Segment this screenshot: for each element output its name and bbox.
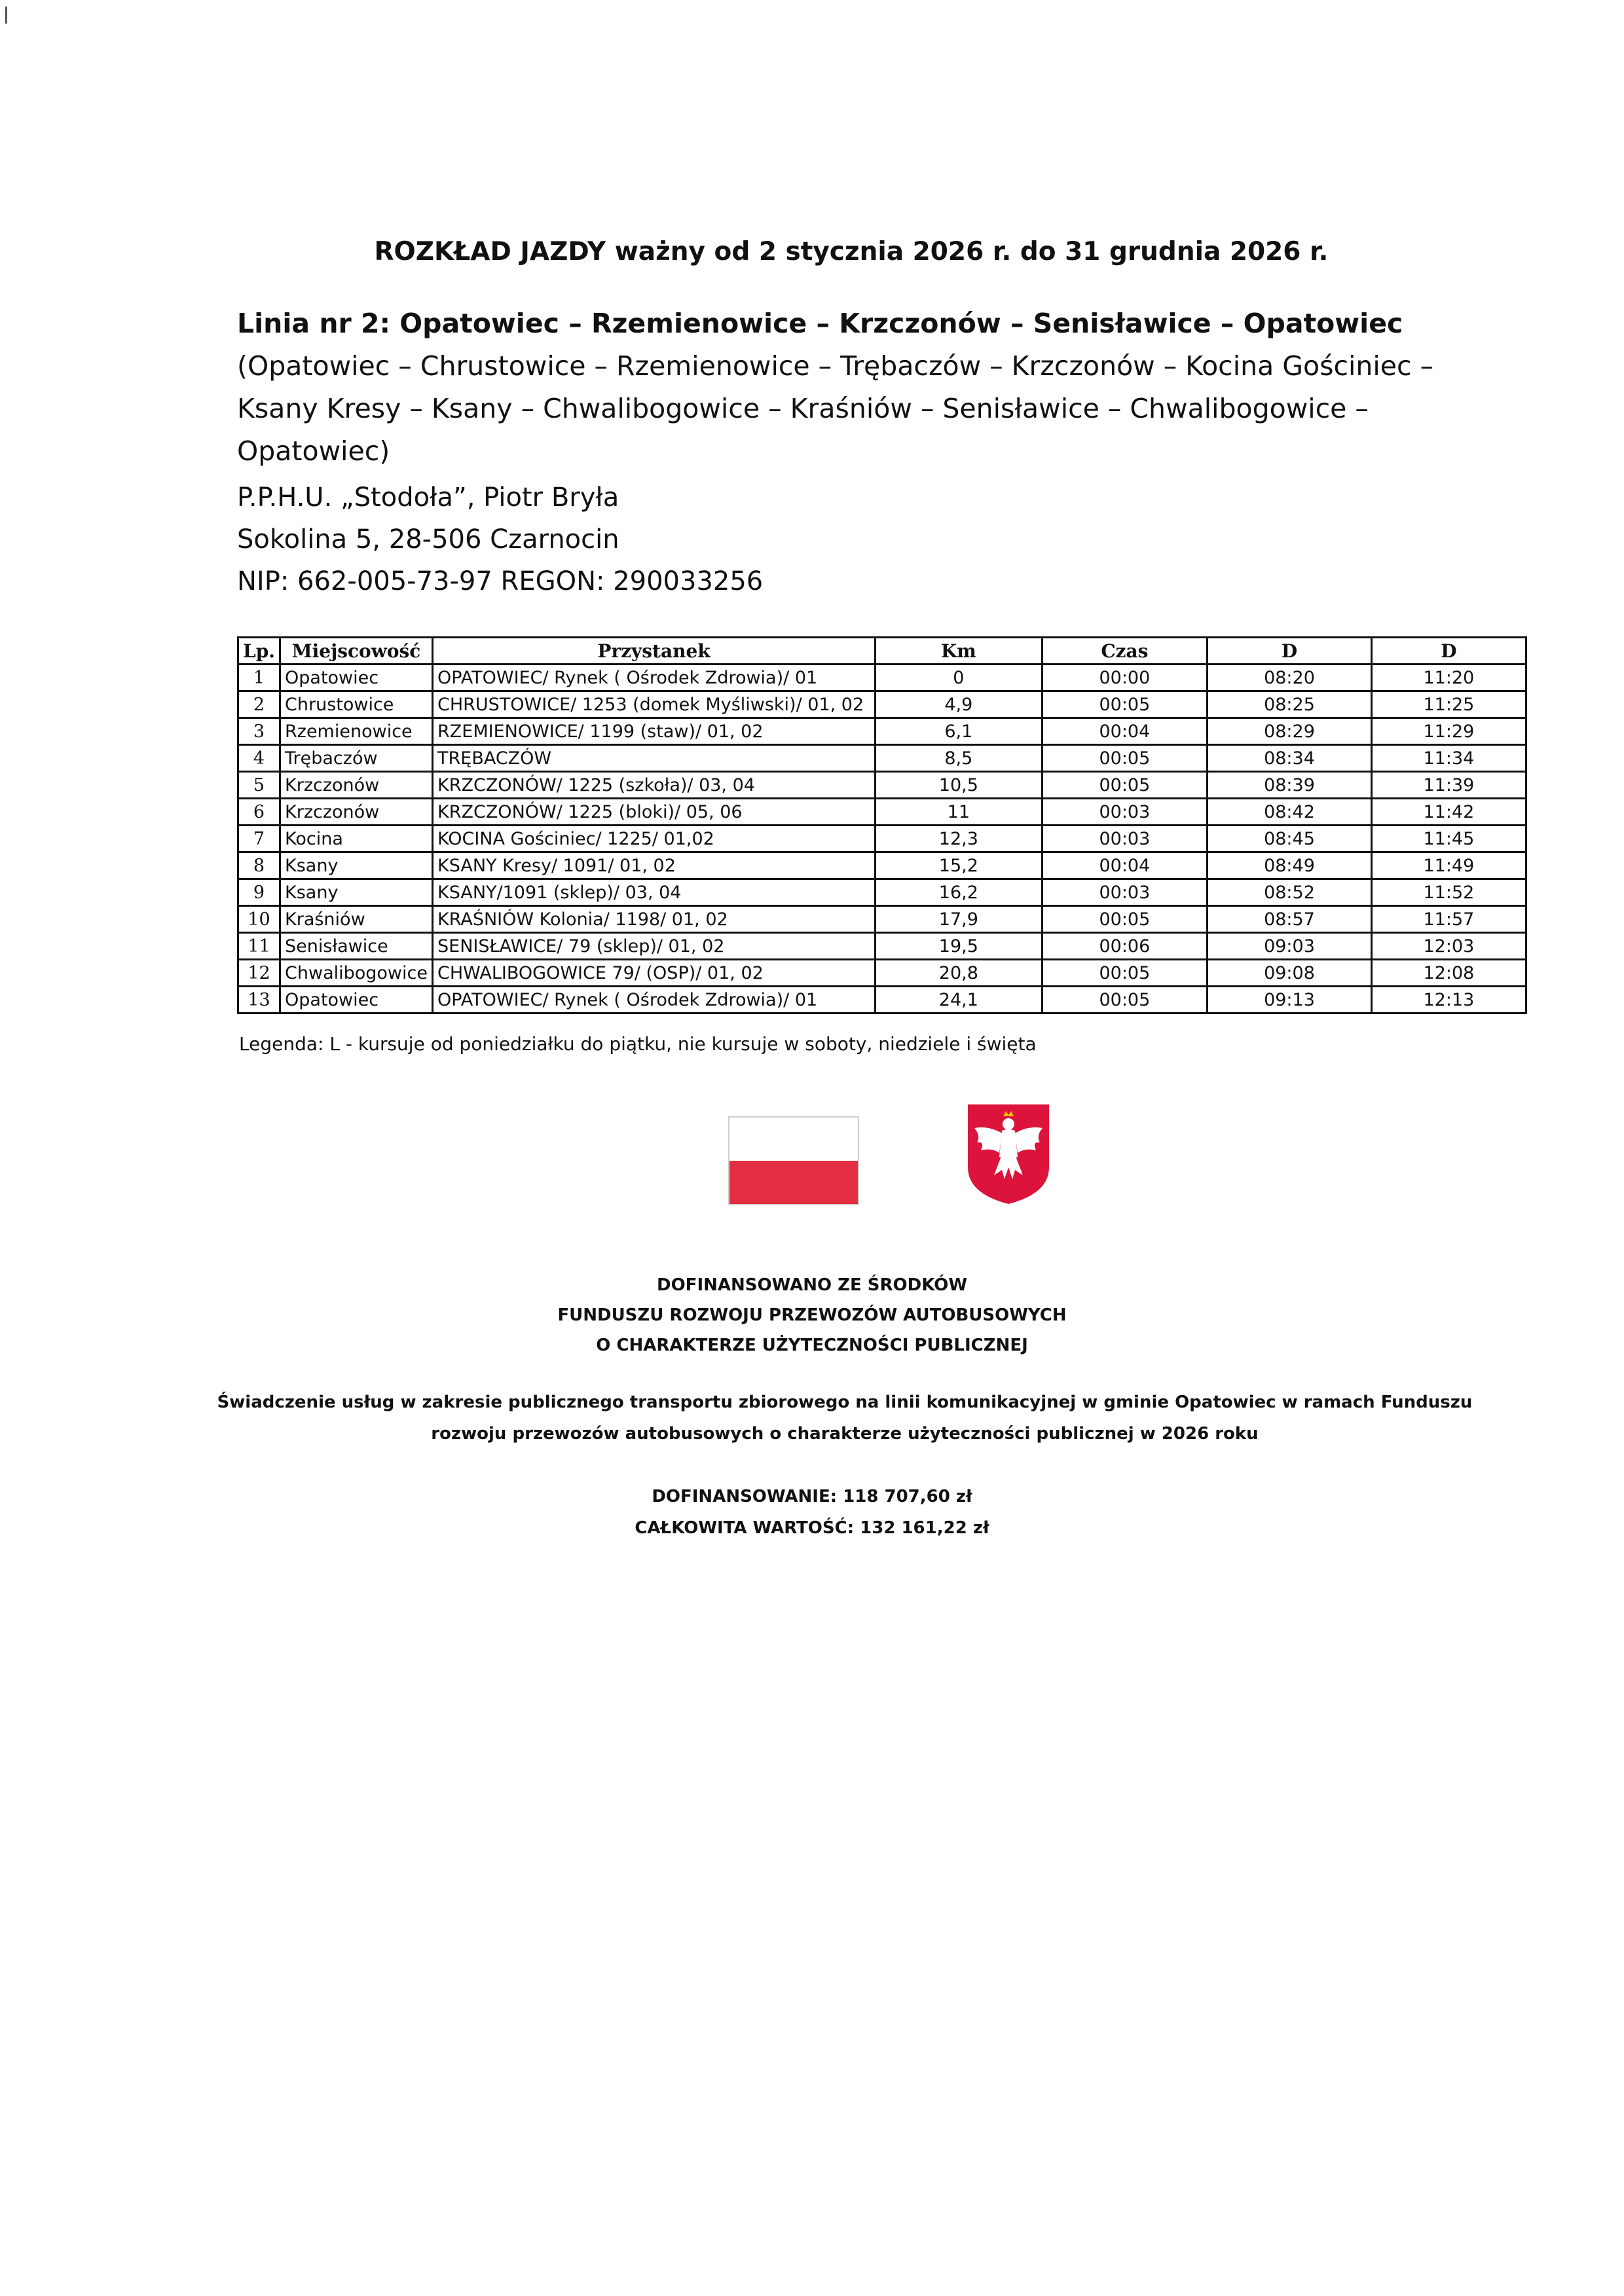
column-header: D (1371, 638, 1526, 665)
table-cell: 10 (238, 906, 280, 933)
table-cell: 09:03 (1208, 933, 1372, 960)
table-cell: KSANY Kresy/ 1091/ 01, 02 (433, 852, 876, 879)
table-row (238, 691, 1526, 718)
timetable (237, 636, 1527, 1014)
line-heading (237, 302, 1481, 473)
table-cell: 16,2 (876, 879, 1043, 906)
table-cell: 6 (238, 799, 280, 826)
table-cell: 11 (238, 933, 280, 960)
column-header: Miejscowość (280, 638, 433, 665)
table-cell: 08:57 (1208, 906, 1372, 933)
table-row (238, 799, 1526, 826)
table-cell: 19,5 (876, 933, 1043, 960)
table-cell: 00:03 (1042, 826, 1208, 852)
table-cell: 12,3 (876, 826, 1043, 852)
scan-artifact (5, 7, 7, 24)
table-cell: Kocina (280, 826, 433, 852)
table-cell: 15,2 (876, 852, 1043, 879)
table-cell: Kraśniów (280, 906, 433, 933)
table-row (238, 772, 1526, 799)
table-cell: 8,5 (876, 745, 1043, 772)
table-cell: 11:45 (1371, 826, 1526, 852)
column-header: Przystanek (433, 638, 876, 665)
table-cell: 08:42 (1208, 799, 1372, 826)
table-cell: 00:05 (1042, 906, 1208, 933)
table-cell: 11 (876, 799, 1043, 826)
table-cell: 00:04 (1042, 852, 1208, 879)
table-cell: 11:39 (1371, 772, 1526, 799)
table-cell: 08:25 (1208, 691, 1372, 718)
table-row (238, 906, 1526, 933)
funding-line: FUNDUSZU ROZWOJU PRZEWOZÓW AUTOBUSOWYCH (557, 1305, 1067, 1325)
page-title: ROZKŁAD JAZDY ważny od 2 stycznia 2026 r. do 31 grudnia 2026 r. (374, 237, 1329, 266)
table-cell: 12:08 (1371, 960, 1526, 987)
table-cell: KSANY/1091 (sklep)/ 03, 04 (433, 879, 876, 906)
table-cell: Chwalibogowice (280, 960, 433, 987)
funding-title (0, 1270, 1624, 1360)
operator-block (237, 477, 763, 602)
table-cell: 08:45 (1208, 826, 1372, 852)
table-cell: 8 (238, 852, 280, 879)
column-header: Czas (1042, 638, 1208, 665)
table-cell: OPATOWIEC/ Rynek ( Ośrodek Zdrowia)/ 01 (433, 665, 876, 691)
table-cell: KOCINA Gościniec/ 1225/ 01,02 (433, 826, 876, 852)
table-cell: Rzemienowice (280, 718, 433, 745)
table-cell: Chrustowice (280, 691, 433, 718)
table-cell: 17,9 (876, 906, 1043, 933)
table-cell: 11:57 (1371, 906, 1526, 933)
table-cell: 08:52 (1208, 879, 1372, 906)
table-cell: Senisławice (280, 933, 433, 960)
table-cell: 08:29 (1208, 718, 1372, 745)
table-cell: 11:49 (1371, 852, 1526, 879)
operator-name: P.P.H.U. „Stodoła”, Piotr Bryła (237, 483, 619, 513)
column-header: D (1208, 638, 1372, 665)
table-cell: 00:05 (1042, 987, 1208, 1013)
table-cell: 13 (238, 987, 280, 1013)
table-cell: CHWALIBOGOWICE 79/ (OSP)/ 01, 02 (433, 960, 876, 987)
table-cell: 11:25 (1371, 691, 1526, 718)
table-cell: 11:20 (1371, 665, 1526, 691)
table-cell: OPATOWIEC/ Rynek ( Ośrodek Zdrowia)/ 01 (433, 987, 876, 1013)
table-row (238, 879, 1526, 906)
table-row (238, 960, 1526, 987)
subsidy-amount: DOFINANSOWANIE: 118 707,60 zł (652, 1487, 972, 1506)
table-cell: 08:34 (1208, 745, 1372, 772)
total-value: CAŁKOWITA WARTOŚĆ: 132 161,22 zł (635, 1518, 989, 1538)
service-line: Świadczenie usług w zakresie publicznego transportu zbiorowego na linii komunikacyjnej w gminie Opatowiec w ramach Funduszu (217, 1393, 1473, 1412)
table-cell: Krzczonów (280, 772, 433, 799)
funding-amounts (0, 1481, 1624, 1544)
table-cell: 6,1 (876, 718, 1043, 745)
table-cell: 09:13 (1208, 987, 1372, 1013)
service-line: rozwoju przewozów autobusowych o charakterze użyteczności publicznej w 2026 roku (431, 1424, 1259, 1444)
table-cell: 00:00 (1042, 665, 1208, 691)
table-cell: 5 (238, 772, 280, 799)
table-cell: RZEMIENOWICE/ 1199 (staw)/ 01, 02 (433, 718, 876, 745)
table-cell: 08:39 (1208, 772, 1372, 799)
table-cell: 1 (238, 665, 280, 691)
table-cell: 9 (238, 879, 280, 906)
column-header: Lp. (238, 638, 280, 665)
table-cell: 11:34 (1371, 745, 1526, 772)
table-cell: TRĘBACZÓW (433, 745, 876, 772)
table-cell: 00:03 (1042, 879, 1208, 906)
table-cell: 08:49 (1208, 852, 1372, 879)
table-row (238, 933, 1526, 960)
polish-eagle-emblem-icon (965, 1102, 1052, 1207)
table-cell: 11:42 (1371, 799, 1526, 826)
funding-line: DOFINANSOWANO ZE ŚRODKÓW (657, 1275, 967, 1295)
table-cell: KRZCZONÓW/ 1225 (szkoła)/ 03, 04 (433, 772, 876, 799)
table-cell: 0 (876, 665, 1043, 691)
table-cell: Ksany (280, 879, 433, 906)
table-row (238, 826, 1526, 852)
table-cell: SENISŁAWICE/ 79 (sklep)/ 01, 02 (433, 933, 876, 960)
legend: Legenda: L - kursuje od poniedziałku do piątku, nie kursuje w soboty, niedziele i święta (239, 1033, 1037, 1055)
table-cell: 12:13 (1371, 987, 1526, 1013)
table-cell: 11:29 (1371, 718, 1526, 745)
table-cell: KRAŚNIÓW Kolonia/ 1198/ 01, 02 (433, 906, 876, 933)
table-cell: Ksany (280, 852, 433, 879)
table-cell: 08:20 (1208, 665, 1372, 691)
table-cell: Trębaczów (280, 745, 433, 772)
table-row (238, 745, 1526, 772)
table-cell: 09:08 (1208, 960, 1372, 987)
table-cell: 20,8 (876, 960, 1043, 987)
table-cell: 2 (238, 691, 280, 718)
service-description (0, 1387, 1624, 1449)
table-row (238, 852, 1526, 879)
line-route-detail: (Opatowiec – Chrustowice – Rzemienowice – Trębaczów – Krzczonów – Kocina Gościniec – Ksany Kresy – Ksany – Chwalibogowice – Kraśniów – Senisławice – Chwalibogowice – Opatowiec) (237, 350, 1434, 467)
table-cell: 00:04 (1042, 718, 1208, 745)
table-row (238, 718, 1526, 745)
table-cell: 00:05 (1042, 772, 1208, 799)
operator-address: Sokolina 5, 28-506 Czarnocin (237, 524, 619, 555)
table-cell: 12 (238, 960, 280, 987)
table-cell: Opatowiec (280, 665, 433, 691)
table-cell: 4 (238, 745, 280, 772)
column-header: Km (876, 638, 1043, 665)
table-cell: 00:06 (1042, 933, 1208, 960)
table-cell: 00:05 (1042, 691, 1208, 718)
table-cell: 3 (238, 718, 280, 745)
line-prefix: Linia nr 2: (237, 308, 400, 339)
table-cell: 4,9 (876, 691, 1043, 718)
polish-flag-icon (728, 1116, 859, 1205)
table-row (238, 987, 1526, 1013)
table-cell: 10,5 (876, 772, 1043, 799)
line-route: Opatowiec – Rzemienowice – Krzczonów – Senisławice – Opatowiec (399, 308, 1403, 339)
table-cell: CHRUSTOWICE/ 1253 (domek Myśliwski)/ 01, 02 (433, 691, 876, 718)
table-cell: 11:52 (1371, 879, 1526, 906)
table-cell: 7 (238, 826, 280, 852)
funding-line: O CHARAKTERZE UŻYTECZNOŚCI PUBLICZNEJ (596, 1336, 1028, 1355)
operator-ids: NIP: 662-005-73-97 REGON: 290033256 (237, 566, 764, 596)
table-cell: Opatowiec (280, 987, 433, 1013)
table-header-row (238, 638, 1526, 665)
table-cell: 00:05 (1042, 960, 1208, 987)
table-row (238, 665, 1526, 691)
table-cell: 24,1 (876, 987, 1043, 1013)
table-cell: 00:03 (1042, 799, 1208, 826)
table-cell: Krzczonów (280, 799, 433, 826)
table-cell: 12:03 (1371, 933, 1526, 960)
table-cell: 00:05 (1042, 745, 1208, 772)
table-cell: KRZCZONÓW/ 1225 (bloki)/ 05, 06 (433, 799, 876, 826)
